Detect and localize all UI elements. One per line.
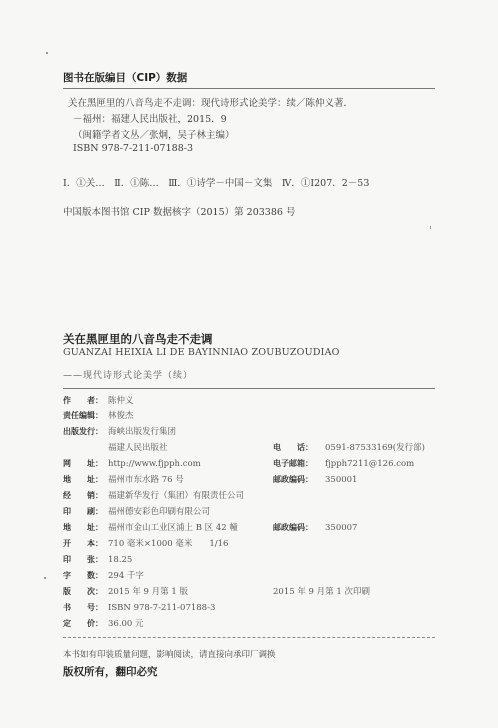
address-label: 地 址： <box>63 475 103 484</box>
email-label: 电子邮箱： <box>273 459 313 468</box>
url-label: 网 址： <box>63 459 103 468</box>
edition-value: 2015 年 9 月第 1 版 <box>108 587 188 597</box>
phone-value: 0591-87533169(发行部) <box>325 443 425 453</box>
cip-line-series: （闽籍学者文丛／张炯，吴子林主编） <box>73 130 235 141</box>
price-label: 定 价： <box>63 619 103 628</box>
imprint-top-rule <box>63 388 435 389</box>
words-label: 字 数： <box>63 571 103 580</box>
price-value: 36.00 元 <box>108 619 144 629</box>
postcode-value: 350001 <box>325 475 358 485</box>
quality-notice: 本书如有印装质量问题，影响阅读，请直接向承印厂调换 <box>63 650 276 660</box>
cip-line-title: 关在黑匣里的八音鸟走不走调：现代诗形式论美学：续／陈仲义著． <box>68 98 354 109</box>
edition-label: 版 次： <box>63 587 103 596</box>
editor-label: 责任编辑： <box>63 411 103 420</box>
phone-label: 电 话： <box>273 443 313 452</box>
printer-label: 印 刷： <box>63 507 103 516</box>
publisher-value: 福建人民出版社 <box>108 443 168 453</box>
author-label: 作 者： <box>63 396 103 405</box>
format-label: 开 本： <box>63 539 103 548</box>
scan-speck <box>46 52 48 54</box>
printing-value: 2015 年 9 月第 1 次印刷 <box>273 587 370 597</box>
printer-value: 福州德安彩色印刷有限公司 <box>108 507 211 517</box>
format-value: 710 毫米×1000 毫米 1/16 <box>108 539 229 549</box>
printer-postcode-label: 邮政编码： <box>273 523 313 532</box>
sheets-label: 印 张： <box>63 555 103 564</box>
address-value: 福州市东水路 76 号 <box>108 475 184 485</box>
printer-address-label: 地 址： <box>63 523 103 532</box>
isbn-label: 书 号： <box>63 603 103 612</box>
editor-value: 林俊杰 <box>108 411 134 421</box>
book-pinyin: GUANZAI HEIXIA LI DE BAYINNIAO ZOUBUZOUDIAO <box>63 347 340 358</box>
cip-line-isbn: ISBN 978-7-211-07188-3 <box>73 143 193 154</box>
imprint-bottom-rule <box>63 637 435 638</box>
cip-heading: 图书在版编目（CIP）数据 <box>63 72 188 84</box>
book-title: 关在黑匣里的八音鸟走不走调 <box>63 332 213 346</box>
publisher-group-value: 海峡出版发行集团 <box>108 427 177 437</box>
cip-top-rule <box>63 88 435 89</box>
postcode-label: 邮政编码： <box>273 475 313 484</box>
publisher-label: 出版发行： <box>63 427 103 436</box>
url-value: http://www.fjpph.com <box>108 459 201 469</box>
words-value: 294 千字 <box>108 571 144 581</box>
distributor-label: 经 销： <box>63 491 103 500</box>
printer-address-value: 福州市金山工业区浦上 B 区 42 幢 <box>108 523 238 533</box>
email-value: fjpph7211@126.com <box>325 459 415 469</box>
printer-postcode-value: 350007 <box>325 523 358 533</box>
copyright-notice: 版权所有，翻印必究 <box>63 666 158 678</box>
distributor-value: 福建新华发行（集团）有限责任公司 <box>108 491 245 501</box>
sheets-value: 18.25 <box>108 555 133 565</box>
cip-line-classification: Ⅰ．①关… Ⅱ．①陈… Ⅲ．①诗学－中国－文集 Ⅳ．①I207．2－53 <box>63 178 370 189</box>
cip-line-publisher: －福州：福建人民出版社，2015．9 <box>73 114 227 125</box>
author-value: 陈仲义 <box>108 396 134 406</box>
isbn-value: ISBN 978-7-211-07188-3 <box>108 603 216 613</box>
scan-speck <box>430 226 431 229</box>
scan-speck <box>44 577 46 579</box>
cip-line-record: 中国版本图书馆 CIP 数据核字（2015）第 203386 号 <box>63 207 296 218</box>
book-subtitle: ——现代诗形式论美学（续） <box>63 371 194 381</box>
